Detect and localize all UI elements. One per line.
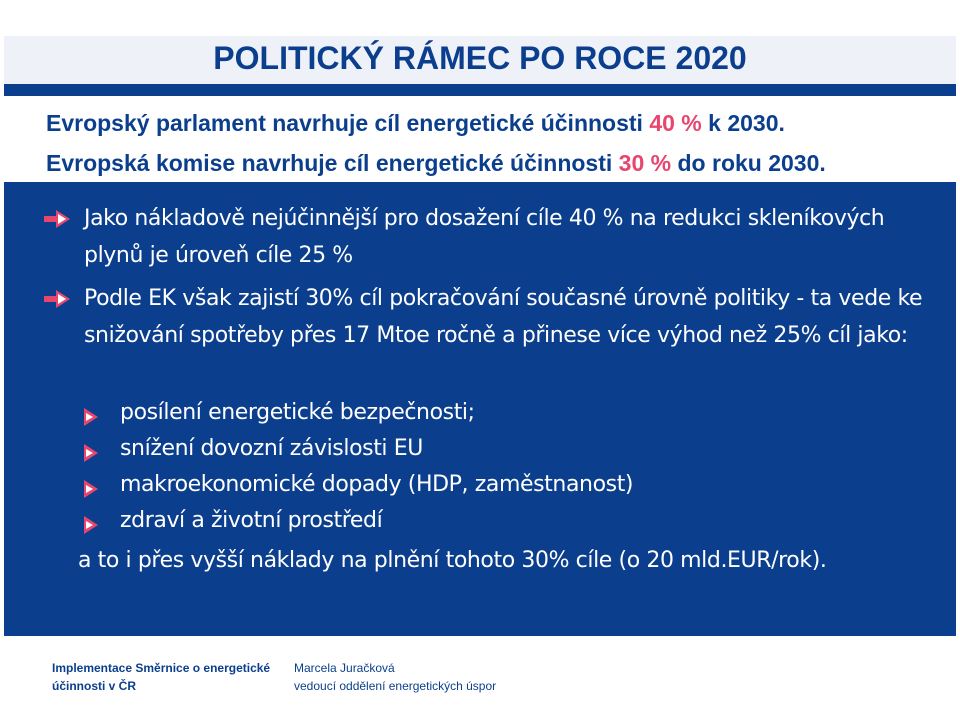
triangle-right-icon (82, 480, 100, 498)
footer-left-line2: účinnosti v ČR (52, 679, 137, 693)
arrow-right-icon (44, 210, 70, 228)
point-ek-policy: Podle EK však zajistí 30% cíl pokračování současné úrovně politiky - ta vede ke snižování spotřeby přes 17 Mtoe ročně a přinese více výhod než 25% cíl jako: (84, 286, 923, 348)
triangle-right-icon (82, 444, 100, 462)
footer-author-role: vedoucí oddělení energetických úspor (294, 679, 497, 693)
intro-line-commission: Evropská komise navrhuje cíl energetické účinnosti 30 % do roku 2030. (46, 150, 826, 176)
intro-line-parliament: Evropský parlament navrhuje cíl energetické účinnosti 40 % k 2030. (46, 110, 785, 136)
slide-title: POLITICKÝ RÁMEC PO ROCE 2020 (213, 40, 747, 76)
arrow-right-icon (44, 290, 70, 308)
subpoint-health-environment: zdraví a životní prostředí (120, 508, 383, 533)
triangle-right-icon (82, 408, 100, 426)
conclusion-text: a to i přes vyšší náklady na plnění tohoto 30% cíle (o 20 mld.EUR/rok). (78, 548, 827, 573)
subpoint-energy-security: posílení energetické bezpečnosti; (120, 400, 475, 425)
footer-presentation-title (52, 659, 270, 695)
intro-highlight: 40 % (649, 110, 702, 136)
subpoint-macroeconomic: makroekonomické dopady (HDP, zaměstnanost) (120, 472, 634, 497)
subpoint-import-dependency: snížení dovozní závislosti EU (120, 436, 423, 461)
intro-highlight: 30 % (618, 150, 672, 176)
footer-left-line1: Implementace Směrnice o energetické (52, 661, 271, 675)
triangle-right-icon (82, 516, 100, 534)
footer-author-name: Marcela Juračková (294, 661, 395, 675)
point-cost-effective: Jako nákladově nejúčinnější pro dosažení cíle 40 % na redukci skleníkových plynů je úroveň cíle 25 % (84, 206, 885, 268)
footer-author (294, 659, 496, 695)
